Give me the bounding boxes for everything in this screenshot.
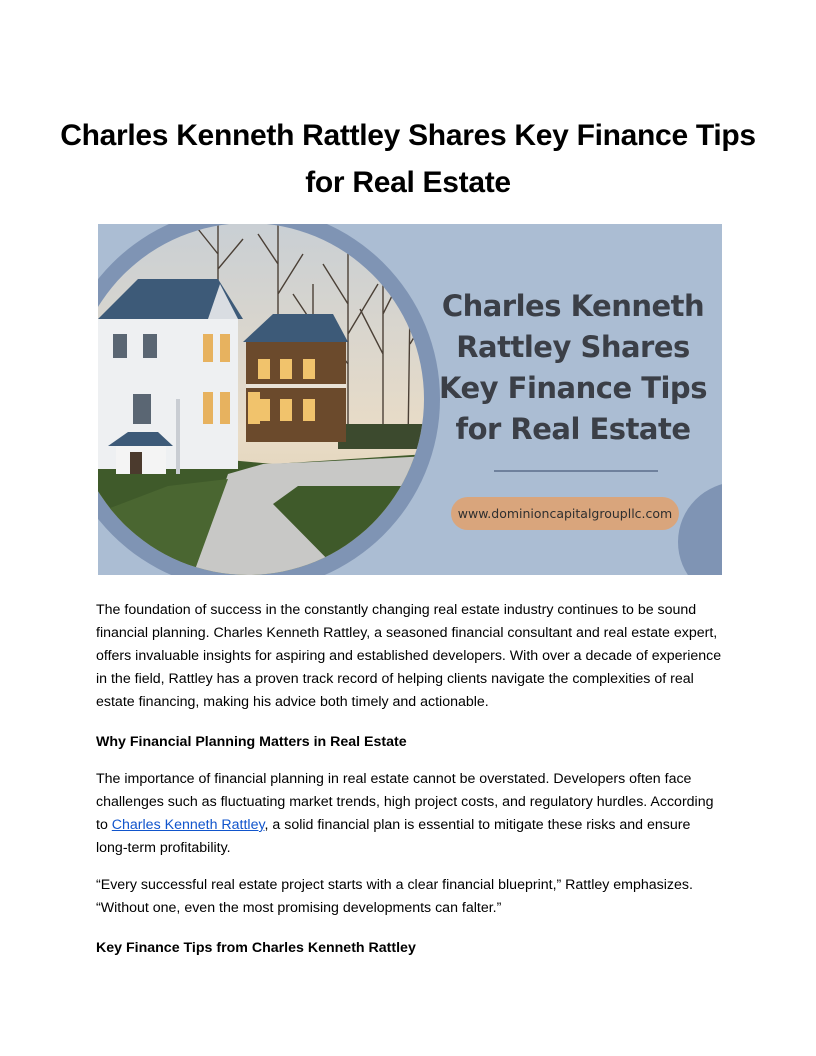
intro-paragraph: The foundation of success in the constantly changing real estate industry continues to be sound financial planning. Charles Kenneth Rattley, a seasoned financial consultant and real estate expert, offers invaluable insights for aspiring and established developers. With over a decade of experience in the field, Rattley has a proven track record of helping clients navigate the complexities of real estate financing, making his advice both timely and actionable. <box>96 602 722 710</box>
section-heading-key-finance-tips: Key Finance Tips from Charles Kenneth Rattley <box>96 940 416 956</box>
paragraph-text-before-link: The importance of financial planning in real estate cannot be overstated. Developers often face challenges such as fluctuating market trends, high project costs, and regulatory hurdles. According to <box>96 771 714 833</box>
financial-planning-paragraph <box>96 768 722 860</box>
website-url-badge: www.dominioncapitalgroupllc.com <box>451 497 679 530</box>
banner-image <box>98 224 722 575</box>
section-heading-financial-planning: Why Financial Planning Matters in Real Estate <box>96 734 407 750</box>
document-title: Charles Kenneth Rattley Shares Key Finance Tips for Real Estate <box>60 119 756 199</box>
banner-divider <box>494 470 658 472</box>
paragraph-text-after-link: , a solid financial plan is essential to mitigate these risks and ensure long-term profitability. <box>96 817 691 856</box>
quote-paragraph: “Every successful real estate project starts with a clear financial blueprint,” Rattley emphasizes. “Without one, even the most promising developments can falter.” <box>96 877 693 916</box>
charles-kenneth-rattley-link[interactable]: Charles Kenneth Rattley <box>111 817 265 833</box>
banner-headline: Charles Kenneth Rattley Shares Key Finance Tips for Real Estate <box>439 289 707 446</box>
